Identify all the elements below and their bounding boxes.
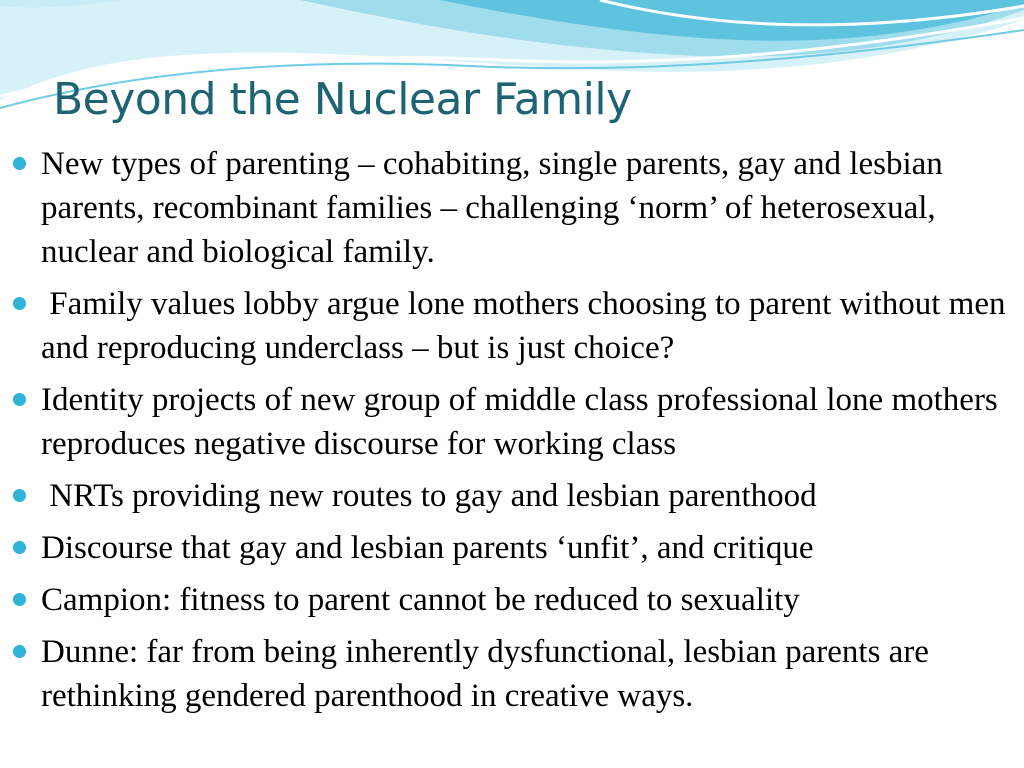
bullet-text: Dunne: far from being inherently dysfunctional, lesbian parents are rethinking gendered parenthood in creative ways. <box>41 634 929 714</box>
bullet-list <box>0 142 1024 726</box>
slide-title: Beyond the Nuclear Family <box>53 74 632 125</box>
bullet-dot-icon <box>13 297 26 310</box>
bullet-dot-icon <box>13 593 26 606</box>
bullet-item <box>0 578 1024 622</box>
bullet-dot-icon <box>13 393 26 406</box>
bullet-text: NRTs providing new routes to gay and lesbian parenthood <box>41 478 817 514</box>
bullet-text: Family values lobby argue lone mothers choosing to parent without men and reproducing underclass – but is just choice? <box>41 286 1014 366</box>
bullet-item <box>0 474 1024 518</box>
bullet-item <box>0 142 1024 274</box>
bullet-text: Identity projects of new group of middle class professional lone mothers reproduces negative discourse for working class <box>41 382 998 462</box>
bullet-text: New types of parenting – cohabiting, single parents, gay and lesbian parents, recombinant families – challenging ‘norm’ of heterosexual, nuclear and biological family. <box>41 146 943 270</box>
bullet-dot-icon <box>13 489 26 502</box>
bullet-dot-icon <box>13 541 26 554</box>
bullet-item <box>0 378 1024 466</box>
bullet-item <box>0 526 1024 570</box>
bullet-text: Campion: fitness to parent cannot be reduced to sexuality <box>41 582 800 618</box>
bullet-item <box>0 630 1024 718</box>
bullet-dot-icon <box>13 157 26 170</box>
bullet-item <box>0 282 1024 370</box>
bullet-text: Discourse that gay and lesbian parents ‘unfit’, and critique <box>41 530 814 566</box>
bullet-dot-icon <box>13 645 26 658</box>
